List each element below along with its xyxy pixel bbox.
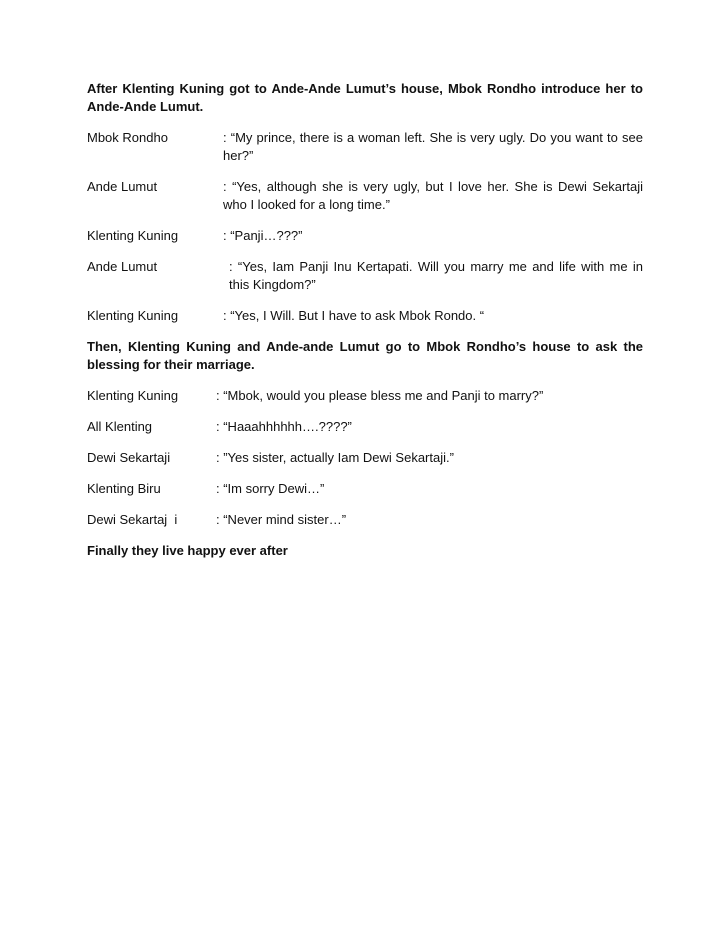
dialogue-line	[87, 307, 643, 325]
dialogue-text: : “Panji…???”	[223, 228, 303, 243]
dialogue-text: : “My prince, there is a woman left. She is very ugly. Do you want to see her?”	[223, 130, 643, 163]
dialogue-text: : “Never mind sister…”	[216, 512, 347, 527]
dialogue-line	[87, 418, 643, 436]
document-body	[87, 80, 643, 560]
closing-paragraph: Finally they live happy ever after	[87, 543, 288, 558]
dialogue-text: : “Mbok, would you please bless me and Panji to marry?”	[216, 388, 544, 403]
speaker-name: Klenting Kuning	[87, 228, 179, 243]
dialogue-line	[87, 511, 643, 529]
dialogue-line	[87, 129, 643, 165]
speaker-name: Dewi Sekartaj i	[87, 512, 178, 527]
dialogue-line	[87, 227, 643, 245]
dialogue-line	[87, 258, 643, 294]
dialogue-text: : ”Yes sister, actually Iam Dewi Sekartaji.”	[216, 450, 454, 465]
dialogue-text: : “Yes, I Will. But I have to ask Mbok Rondo. “	[223, 308, 485, 323]
narration-paragraph: Then, Klenting Kuning and Ande-ande Lumut go to Mbok Rondho’s house to ask the blessing for their marriage.	[87, 339, 643, 372]
speaker-name: Ande Lumut	[87, 179, 158, 194]
speaker-name: All Klenting	[87, 419, 153, 434]
dialogue-line	[87, 178, 643, 214]
dialogue-text: : “Haaahhhhhh….????”	[216, 419, 352, 434]
dialogue-line	[87, 387, 643, 405]
dialogue-text: : “Yes, although she is very ugly, but I love her. She is Dewi Sekartaji who I looked for a long time.”	[223, 179, 643, 212]
speaker-name: Ande Lumut	[87, 259, 158, 274]
dialogue-line	[87, 449, 643, 467]
speaker-name: Klenting Kuning	[87, 308, 179, 323]
speaker-name: Dewi Sekartaji	[87, 450, 171, 465]
intro-paragraph: After Klenting Kuning got to Ande-Ande Lumut’s house, Mbok Rondho introduce her to Ande-Ande Lumut.	[87, 81, 643, 114]
dialogue-text: : “Im sorry Dewi…”	[216, 481, 325, 496]
speaker-name: Klenting Kuning	[87, 388, 179, 403]
dialogue-line	[87, 480, 643, 498]
speaker-name: Mbok Rondho	[87, 130, 168, 145]
dialogue-text: : “Yes, Iam Panji Inu Kertapati. Will you marry me and life with me in this Kingdom?”	[229, 259, 643, 292]
speaker-name: Klenting Biru	[87, 481, 161, 496]
